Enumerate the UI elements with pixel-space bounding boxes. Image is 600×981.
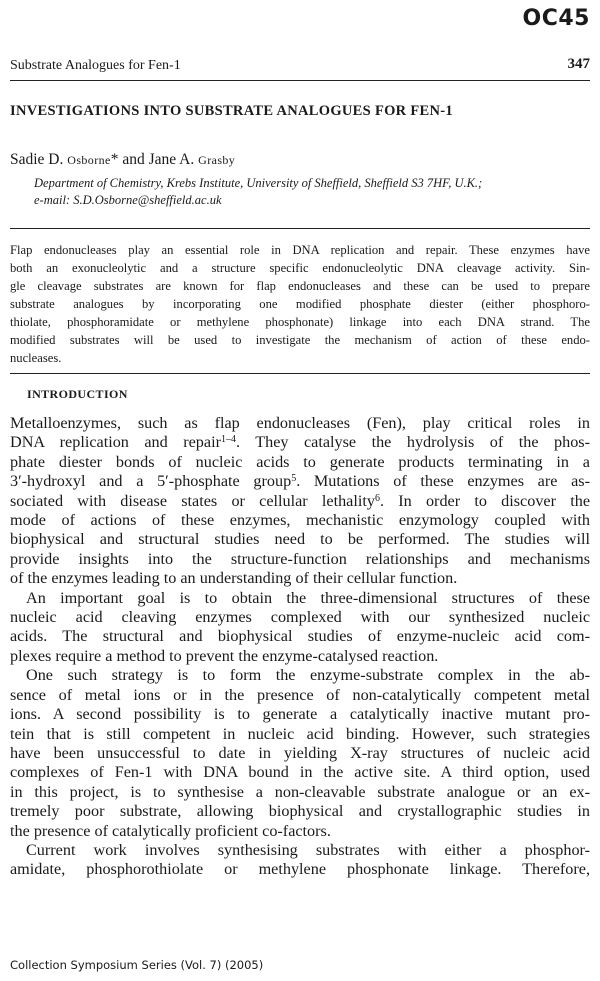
section-heading: INTRODUCTION bbox=[27, 387, 128, 401]
body-line: complexes of Fen-1 with DNA bound in the active site. A third option, used bbox=[10, 763, 590, 782]
author-separator: and Jane A. bbox=[118, 151, 199, 168]
citation-ref: 6 bbox=[374, 492, 380, 504]
affiliation-address: Department of Chemistry, Krebs Institute, University of Sheffield, Sheffield S3 7HF, U.K.; bbox=[34, 176, 483, 190]
corresponding-mark: * bbox=[110, 151, 119, 168]
body-line: of the enzymes leading to an understanding of their cellular function. bbox=[10, 569, 458, 588]
abstract-bottom-rule bbox=[10, 373, 590, 374]
body-line bbox=[10, 492, 590, 511]
body-line: tremely poor substrate, allowing biophysical and crystallographic studies in bbox=[10, 802, 590, 821]
body-line: the presence of catalytically proficient co-factors. bbox=[10, 821, 331, 840]
running-head-title: Substrate Analogues for Fen-1 bbox=[10, 58, 181, 73]
body-line bbox=[10, 433, 590, 452]
author-2-surname: Grasby bbox=[198, 153, 236, 167]
citation-ref: 5 bbox=[291, 473, 297, 485]
abstract-line: gle cleavage substrates are known for flap endonucleases and these can be used to prepare bbox=[10, 279, 590, 293]
authors bbox=[10, 151, 235, 169]
body-line: acids. The structural and biophysical studies of enzyme-nucleic acid com- bbox=[10, 627, 590, 646]
abstract-line: modified substrates will be used to investigate the mechanism of action of these endo- bbox=[10, 333, 590, 347]
body-line: phate diester bonds of nucleic acids to generate products terminating in a bbox=[10, 452, 590, 471]
introduction-body bbox=[10, 414, 590, 880]
citation-ref: 1–4 bbox=[220, 434, 236, 446]
body-line: mode of actions of these enzymes, mechanistic enzymology coupled with bbox=[10, 511, 590, 530]
body-line: provide insights into the structure-function relationships and mechanisms bbox=[10, 549, 590, 568]
body-line: sence of metal ions or in the presence of non-catalytically competent metal bbox=[10, 685, 590, 704]
body-line: Metalloenzymes, such as flap endonucleases (Fen), play critical roles in bbox=[10, 414, 590, 432]
abstract-line: thiolate, phosphoramidate or methylene phosphonate) linkage into each DNA strand. The bbox=[10, 315, 590, 329]
body-fragment: . In order to discover the bbox=[379, 491, 591, 510]
body-line: One such strategy is to form the enzyme-substrate complex in the ab- bbox=[26, 666, 590, 685]
body-line: ions. A second possibility is to generate a catalytically inactive mutant pro- bbox=[10, 705, 590, 724]
body-line: An important goal is to obtain the three-dimensional structures of these bbox=[26, 588, 590, 607]
abstract-top-rule bbox=[10, 228, 590, 229]
body-line: nucleic acid cleaving enzymes complexed with our synthesized nucleic bbox=[10, 608, 590, 627]
body-line: Current work involves synthesising substrates with either a phosphor- bbox=[26, 840, 590, 859]
body-fragment: sociated with disease states or cellular lethality bbox=[10, 491, 375, 510]
footer-citation: Collection Symposium Series (Vol. 7) (2005) bbox=[10, 958, 264, 972]
affiliation bbox=[34, 175, 588, 209]
body-fragment: . They catalyse the hydrolysis of the phos- bbox=[235, 433, 590, 452]
body-fragment: 3′-hydroxyl and a 5′-phosphate group bbox=[10, 472, 292, 491]
body-line: plexes require a method to prevent the enzyme-catalysed reaction. bbox=[10, 646, 439, 665]
body-line: biophysical and structural studies need to be performed. The studies will bbox=[10, 530, 590, 549]
author-1-surname: Osborne bbox=[67, 153, 111, 167]
paper-code: OC45 bbox=[522, 6, 590, 31]
abstract bbox=[10, 241, 590, 367]
paper-title: INVESTIGATIONS INTO SUBSTRATE ANALOGUES FOR FEN-1 bbox=[10, 103, 453, 119]
page-number: 347 bbox=[567, 56, 590, 72]
body-line: amidate, phosphorothiolate or methylene phosphonate linkage. Therefore, bbox=[10, 860, 590, 879]
body-line: in this project, is to synthesise a non-cleavable substrate analogue or an ex- bbox=[10, 782, 590, 801]
abstract-line: Flap endonucleases play an essential role in DNA replication and repair. These enzymes have bbox=[10, 243, 590, 257]
abstract-line: nucleases. bbox=[10, 351, 62, 365]
abstract-line: substrate analogues by incorporating one modified phosphate diester (either phosphoro- bbox=[10, 297, 590, 311]
body-line: tein that is still competent in nucleic acid binding. However, such strategies bbox=[10, 724, 590, 743]
body-fragment: DNA replication and repair bbox=[10, 433, 221, 452]
running-head bbox=[10, 52, 590, 81]
body-fragment: . Mutations of these enzymes are as- bbox=[296, 472, 590, 491]
affiliation-email: e-mail: S.D.Osborne@sheffield.ac.uk bbox=[34, 193, 222, 207]
body-line bbox=[10, 472, 590, 491]
author-1-given: Sadie D. bbox=[10, 151, 68, 168]
abstract-line: both an exonucleolytic and a structure specific endonucleolytic DNA cleavage activity. Sin- bbox=[10, 261, 590, 275]
body-line: have been unsuccessful to date in yielding X-ray structures of nucleic acid bbox=[10, 743, 590, 762]
